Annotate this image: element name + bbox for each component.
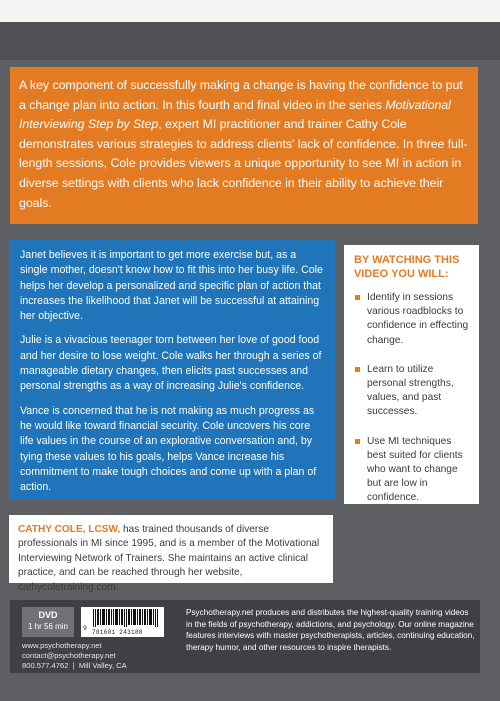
barcode-bars-icon xyxy=(93,609,159,627)
session-janet: Janet believes it is important to get more exercise but, as a single mother, doesn't know how to fit this into her busy life. Cole helps her develop a personalized and specific plan of action that increases the likelihood that Janet will be successful at attaining her objective. xyxy=(20,249,323,323)
list-item xyxy=(354,435,469,506)
phone-location-line xyxy=(22,661,182,671)
author-name: CATHY COLE, LCSW, xyxy=(18,524,121,535)
phone-number: 800.577.4762 xyxy=(22,661,69,671)
website-link[interactable]: www.psychotherapy.net xyxy=(22,641,102,650)
bullet-text: Identify in sessions various roadblocks to confidence in effecting change. xyxy=(367,292,469,346)
runtime: 1 hr 56 min xyxy=(27,622,69,631)
author-bio xyxy=(9,515,333,593)
top-light-strip xyxy=(0,0,500,22)
contact-info xyxy=(22,641,182,672)
top-dark-band xyxy=(0,22,500,60)
sessions-panel xyxy=(9,240,335,500)
publisher-description: Psychotherapy.net produces and distributes the highest-quality training videos in the fields of psychotherapy, addictions, and psychology. Our online magazine features interviews with master psychotherapists, articles, continuing education, therapy humor, and other resources to inspire therapists. xyxy=(186,608,475,652)
square-bullet-icon xyxy=(355,439,360,444)
dvd-label: DVD xyxy=(38,610,58,620)
bullet-text: Use MI techniques best suited for clients who want to change but are low in confidence. xyxy=(367,435,463,504)
list-item xyxy=(354,291,469,348)
intro-text-start: A key component of successfully making a change is having the confidence to put a change plan into action. In this fourth and final video in the series xyxy=(19,78,463,112)
email-link[interactable]: contact@psychotherapy.net xyxy=(22,651,116,661)
square-bullet-icon xyxy=(355,295,360,300)
intro-panel xyxy=(10,67,478,224)
intro-text-end: , expert MI practitioner and trainer Cathy Cole demonstrates various strategies to address clients' lack of confidence. In three full-length sessions, Cole provides viewers a unique opportunity to see MI in action in diverse settings with clients who lack confidence in their ability to achieve their goals. xyxy=(19,117,468,210)
location: Mill Valley, CA xyxy=(78,661,127,671)
square-bullet-icon xyxy=(355,367,360,372)
learning-outcomes-box xyxy=(344,245,479,504)
session-vance: Vance is concerned that he is not making as much progress as he would like toward financial security. Cole uncovers his core life values in the course of an explorative conversation and, by tying these values to his goals, helps Vance increase his commitment to make tough choices and come up with a plan of action. xyxy=(20,404,317,494)
series-title: Motivational Interviewing Step by Step xyxy=(19,97,451,132)
list-item xyxy=(354,363,469,420)
session-julie: Julie is a vivacious teenager torn between her love of good food and her desire to lose weight. Cole walks her through a series of manageable dietary changes, then elicits past successes and personal strengths as a way of increasing Julie's confidence. xyxy=(20,334,322,393)
author-bio-text: has trained thousands of diverse professionals in MI since 1995, and is a member of the Motivational Interviewing Network of Trainers. She maintains an active clinical practice, and can be reached through her website, cathycoletraining.com. xyxy=(18,524,320,593)
learning-outcomes-heading: BY WATCHING THIS VIDEO YOU WILL: xyxy=(354,254,460,280)
bullet-text: Learn to utilize personal strengths, values, and past successes. xyxy=(367,363,454,418)
barcode-prefix: 9 xyxy=(83,625,87,632)
separator: | xyxy=(72,661,75,671)
barcode-number: 781601 243188 xyxy=(92,629,143,636)
